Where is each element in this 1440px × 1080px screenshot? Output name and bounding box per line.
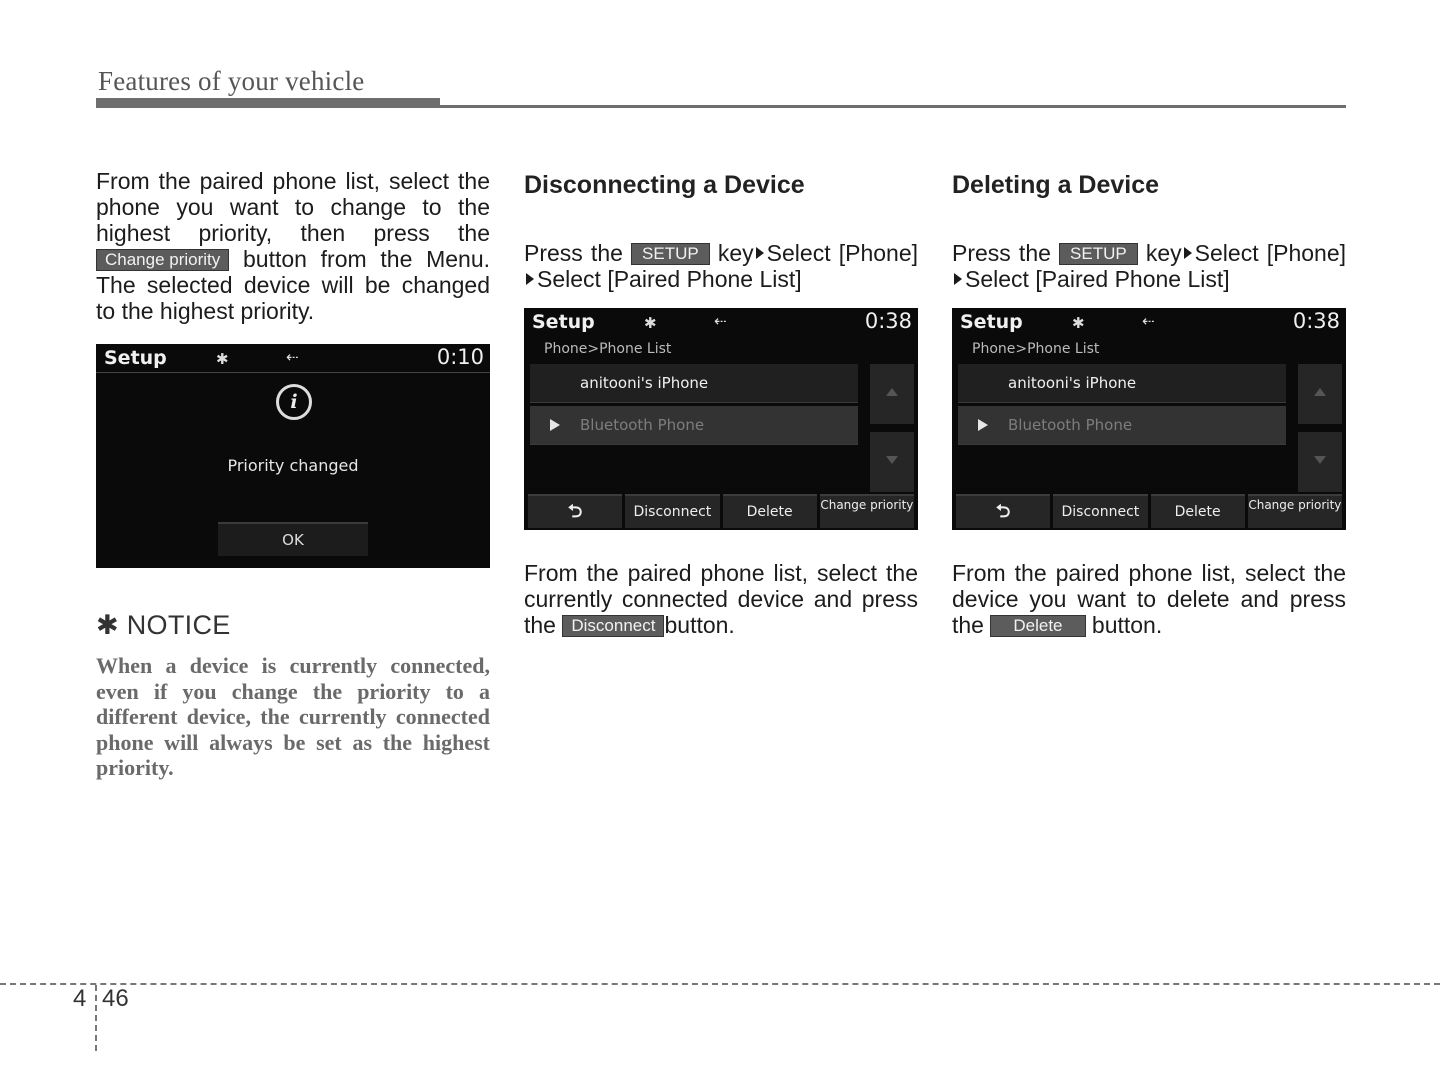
intro-paragraph bbox=[96, 168, 490, 324]
usb-icon: ⇠ bbox=[1142, 312, 1155, 330]
notice-heading-text: NOTICE bbox=[126, 610, 231, 640]
back-button[interactable]: ⮌ bbox=[956, 494, 1050, 528]
intro-text-after: button from the Menu. The selected device will be changed to the highest priority. bbox=[96, 246, 490, 324]
page-header-title: Features of your vehicle bbox=[98, 66, 365, 96]
page-number: 46 bbox=[102, 985, 129, 1012]
caption-text-after: button. bbox=[1091, 612, 1163, 638]
list-item[interactable] bbox=[958, 406, 1286, 445]
phone-list-screen bbox=[524, 308, 918, 530]
screen-clock: 0:38 bbox=[864, 309, 912, 333]
arrow-right-icon bbox=[1184, 247, 1192, 259]
disconnect-button[interactable]: Disconnect bbox=[1053, 494, 1147, 528]
list-item[interactable] bbox=[958, 364, 1286, 403]
instr-select-phone: Select [Phone] bbox=[766, 240, 919, 266]
caption-paragraph bbox=[524, 560, 918, 638]
phone-list-screen bbox=[952, 308, 1346, 530]
instr-select-list: Select [Paired Phone List] bbox=[965, 266, 1230, 292]
play-icon bbox=[978, 419, 988, 431]
screen-clock: 0:10 bbox=[436, 345, 484, 369]
header-rule bbox=[96, 105, 1346, 108]
change-priority-button-label: Change priority bbox=[96, 249, 229, 271]
section-heading-disconnecting: Disconnecting a Device bbox=[524, 171, 805, 199]
arrow-right-icon bbox=[756, 247, 764, 259]
setup-key-label: SETUP bbox=[1059, 243, 1138, 265]
device-name: anitooni's iPhone bbox=[1008, 374, 1137, 392]
column-deleting bbox=[952, 168, 1346, 638]
footer-separator bbox=[95, 985, 97, 1051]
screen-breadcrumb: Phone>Phone List bbox=[544, 341, 672, 357]
scroll-down-button[interactable] bbox=[1298, 432, 1342, 492]
priority-changed-message: Priority changed bbox=[227, 456, 359, 475]
caption-text-before: From the paired phone list, select the currently connected device and press the bbox=[524, 560, 918, 638]
screen-button-bar bbox=[956, 494, 1342, 528]
delete-button[interactable]: Delete bbox=[1151, 494, 1245, 528]
arrow-right-icon bbox=[526, 273, 534, 285]
notice-text: When a device is currently connected, even if you change the priority to a different device, the currently connected phone will always be set as the highest priority. bbox=[96, 653, 490, 780]
section-heading-deleting: Deleting a Device bbox=[952, 171, 1160, 199]
screen-title: Setup bbox=[960, 311, 1023, 333]
arrow-right-icon bbox=[954, 273, 962, 285]
column-change-priority bbox=[96, 168, 490, 803]
delete-button-label: Delete bbox=[990, 615, 1085, 637]
screen-button-bar bbox=[528, 494, 914, 528]
screen-clock: 0:38 bbox=[1292, 309, 1340, 333]
chevron-down-icon bbox=[1314, 456, 1326, 464]
screen-title: Setup bbox=[532, 311, 595, 333]
chevron-up-icon bbox=[1314, 388, 1326, 396]
device-name: Bluetooth Phone bbox=[1008, 416, 1133, 434]
instruction-paragraph bbox=[952, 240, 1346, 292]
instr-select-list: Select [Paired Phone List] bbox=[537, 266, 802, 292]
caption-text-before: From the paired phone list, select the device you want to delete and press the bbox=[952, 560, 1346, 638]
instr-press: Press the bbox=[524, 240, 623, 266]
notice-heading bbox=[96, 610, 490, 641]
bluetooth-icon: ✱ bbox=[644, 314, 657, 332]
screen-breadcrumb: Phone>Phone List bbox=[972, 341, 1100, 357]
footer-rule bbox=[0, 983, 1440, 985]
caption-text-after: button. bbox=[664, 612, 735, 638]
bluetooth-icon: ✱ bbox=[216, 350, 229, 368]
device-name: Bluetooth Phone bbox=[580, 416, 705, 434]
screen-divider bbox=[96, 372, 490, 373]
info-icon: i bbox=[276, 384, 312, 420]
delete-button[interactable]: Delete bbox=[723, 494, 817, 528]
scroll-up-button[interactable] bbox=[870, 364, 914, 424]
column-disconnecting bbox=[524, 168, 918, 638]
notice-asterisk-icon: ✱ bbox=[96, 610, 119, 640]
page-section-number: 4 bbox=[73, 985, 87, 1012]
disconnect-button[interactable]: Disconnect bbox=[625, 494, 719, 528]
setup-key-label: SETUP bbox=[631, 243, 710, 265]
play-icon bbox=[550, 419, 560, 431]
usb-icon: ⇠ bbox=[286, 348, 299, 366]
instruction-paragraph bbox=[524, 240, 918, 292]
disconnect-button-label: Disconnect bbox=[562, 615, 664, 637]
instr-key: key bbox=[1145, 240, 1182, 266]
change-priority-button[interactable]: Change priority bbox=[1248, 494, 1342, 528]
list-item[interactable] bbox=[530, 406, 858, 445]
ok-button[interactable]: OK bbox=[218, 522, 368, 556]
scroll-down-button[interactable] bbox=[870, 432, 914, 492]
caption-paragraph bbox=[952, 560, 1346, 638]
usb-icon: ⇠ bbox=[714, 312, 727, 330]
instr-press: Press the bbox=[952, 240, 1051, 266]
scroll-up-button[interactable] bbox=[1298, 364, 1342, 424]
chevron-down-icon bbox=[886, 456, 898, 464]
chevron-up-icon bbox=[886, 388, 898, 396]
priority-changed-screen bbox=[96, 344, 490, 568]
bluetooth-icon: ✱ bbox=[1072, 314, 1085, 332]
screen-title: Setup bbox=[104, 347, 167, 369]
change-priority-button[interactable]: Change priority bbox=[820, 494, 914, 528]
instr-select-phone: Select [Phone] bbox=[1194, 240, 1347, 266]
intro-text-before: From the paired phone list, select the phone you want to change to the highest priority, then press the bbox=[96, 168, 490, 246]
instr-key: key bbox=[717, 240, 754, 266]
back-button[interactable]: ⮌ bbox=[528, 494, 622, 528]
device-name: anitooni's iPhone bbox=[580, 374, 709, 392]
list-item[interactable] bbox=[530, 364, 858, 403]
